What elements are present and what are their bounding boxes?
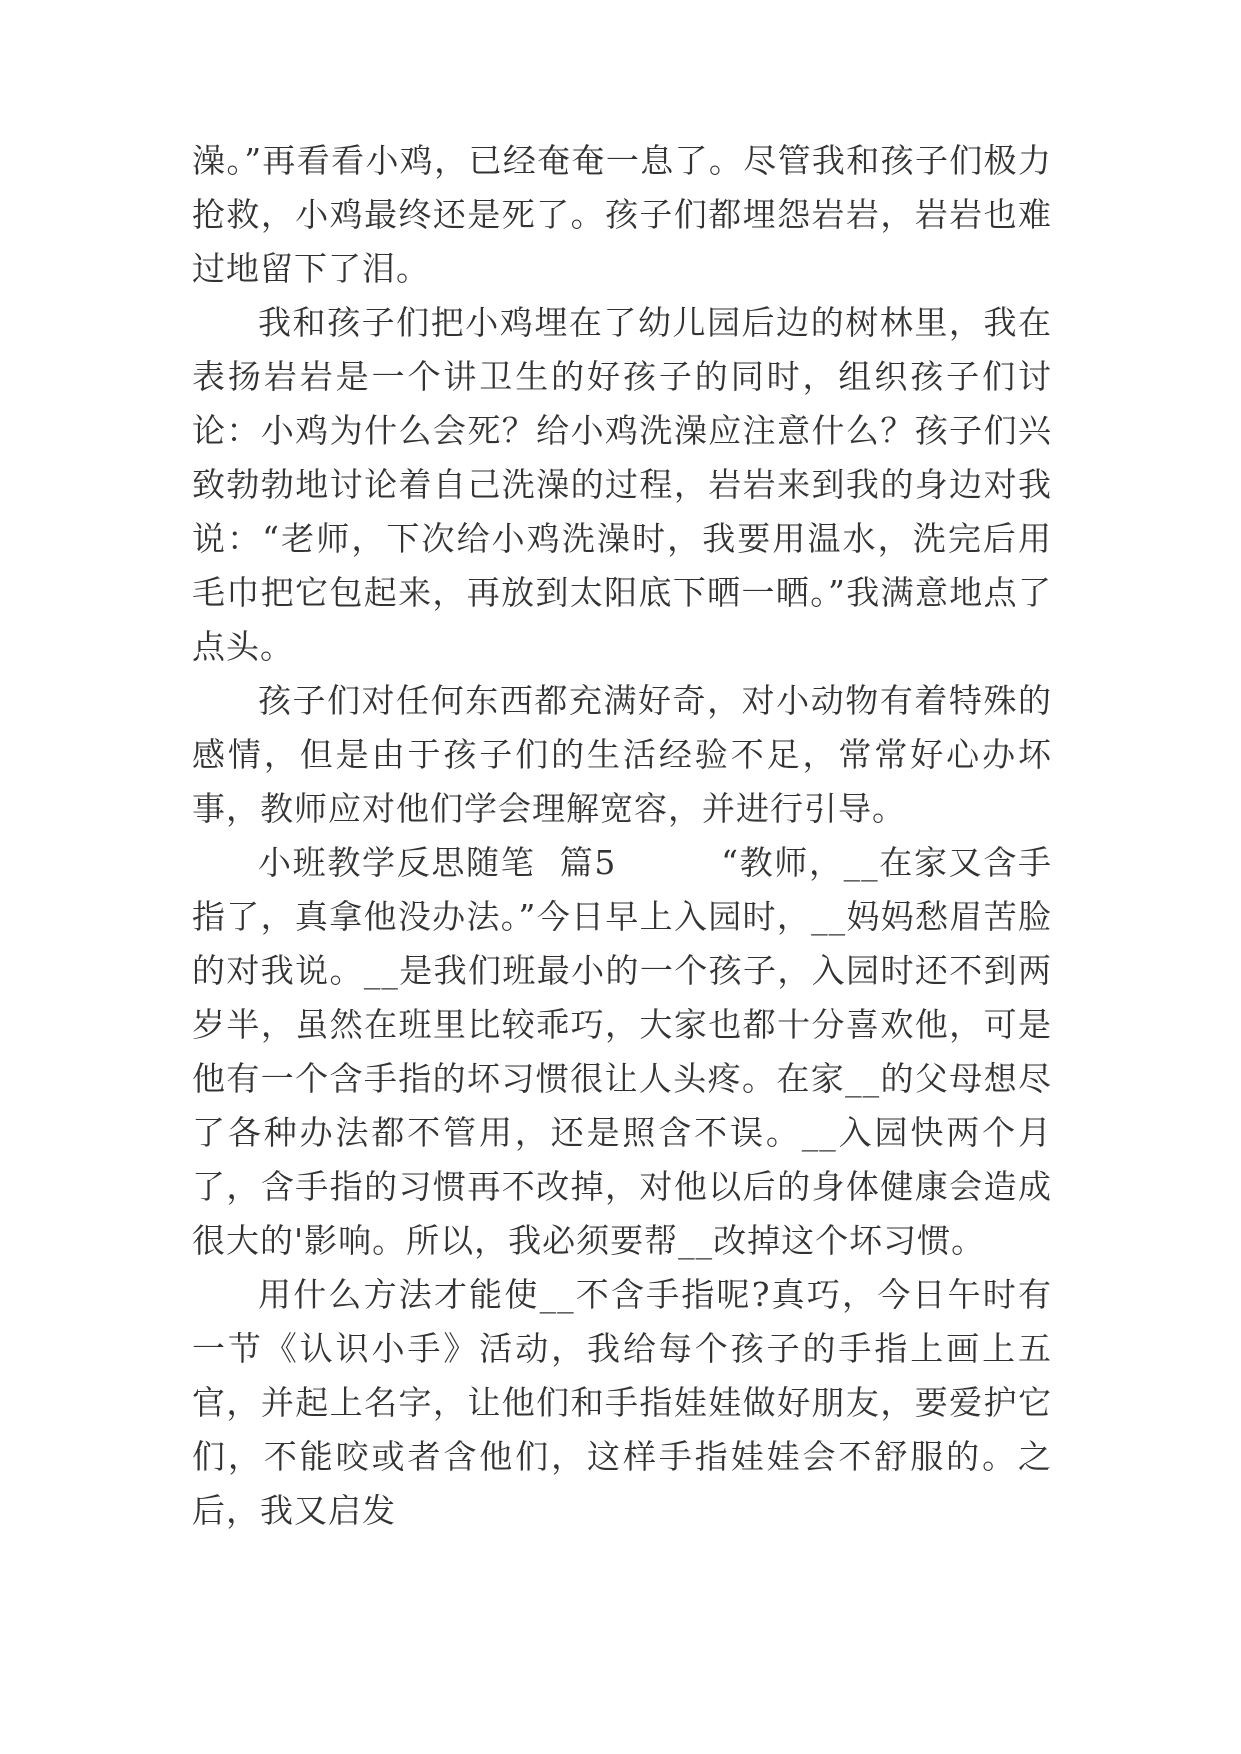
document-body bbox=[192, 134, 1052, 1538]
paragraph-4 bbox=[192, 836, 1052, 1268]
paragraph-4-spacer bbox=[616, 843, 721, 882]
section-heading: 小班教学反思随笔 篇5 bbox=[258, 843, 617, 882]
paragraph-1: 澡。”再看看小鸡，已经奄奄一息了。尽管我和孩子们极力抢救，小鸡最终还是死了。孩子们都埋怨岩岩，岩岩也难过地留下了泪。 bbox=[192, 141, 1052, 288]
paragraph-2: 我和孩子们把小鸡埋在了幼儿园后边的树林里，我在表扬岩岩是一个讲卫生的好孩子的同时，组织孩子们讨论：小鸡为什么会死？给小鸡洗澡应注意什么？孩子们兴致勃勃地讨论着自己洗澡的过程，岩岩来到我的身边对我说：“老师，下次给小鸡洗澡时，我要用温水，洗完后用毛巾把它包起来，再放到太阳底下晒一晒。”我满意地点了点头。 bbox=[192, 303, 1052, 666]
paragraph-5: 用什么方法才能使__不含手指呢?真巧，今日午时有一节《认识小手》活动，我给每个孩子的手指上画上五官，并起上名字，让他们和手指娃娃做好朋友，要爱护它们，不能咬或者含他们，这样手指娃娃会不舒服的。之后，我又启发 bbox=[192, 1275, 1052, 1530]
paragraph-4-text: “教师，__在家又含手指了，真拿他没办法。”今日早上入园时，__妈妈愁眉苦脸的对我说。__是我们班最小的一个孩子，入园时还不到两岁半，虽然在班里比较乖巧，大家也都十分喜欢他，可是他有一个含手指的坏习惯很让人头疼。在家__的父母想尽了各种办法都不管用，还是照含不误。__入园快两个月了，含手指的习惯再不改掉，对他以后的身体健康会造成很大的'影响。所以，我必须要帮__改掉这个坏习惯。 bbox=[192, 843, 1053, 1260]
paragraph-3: 孩子们对任何东西都充满好奇，对小动物有着特殊的感情，但是由于孩子们的生活经验不足，常常好心办坏事，教师应对他们学会理解宽容，并进行引导。 bbox=[192, 681, 1052, 828]
